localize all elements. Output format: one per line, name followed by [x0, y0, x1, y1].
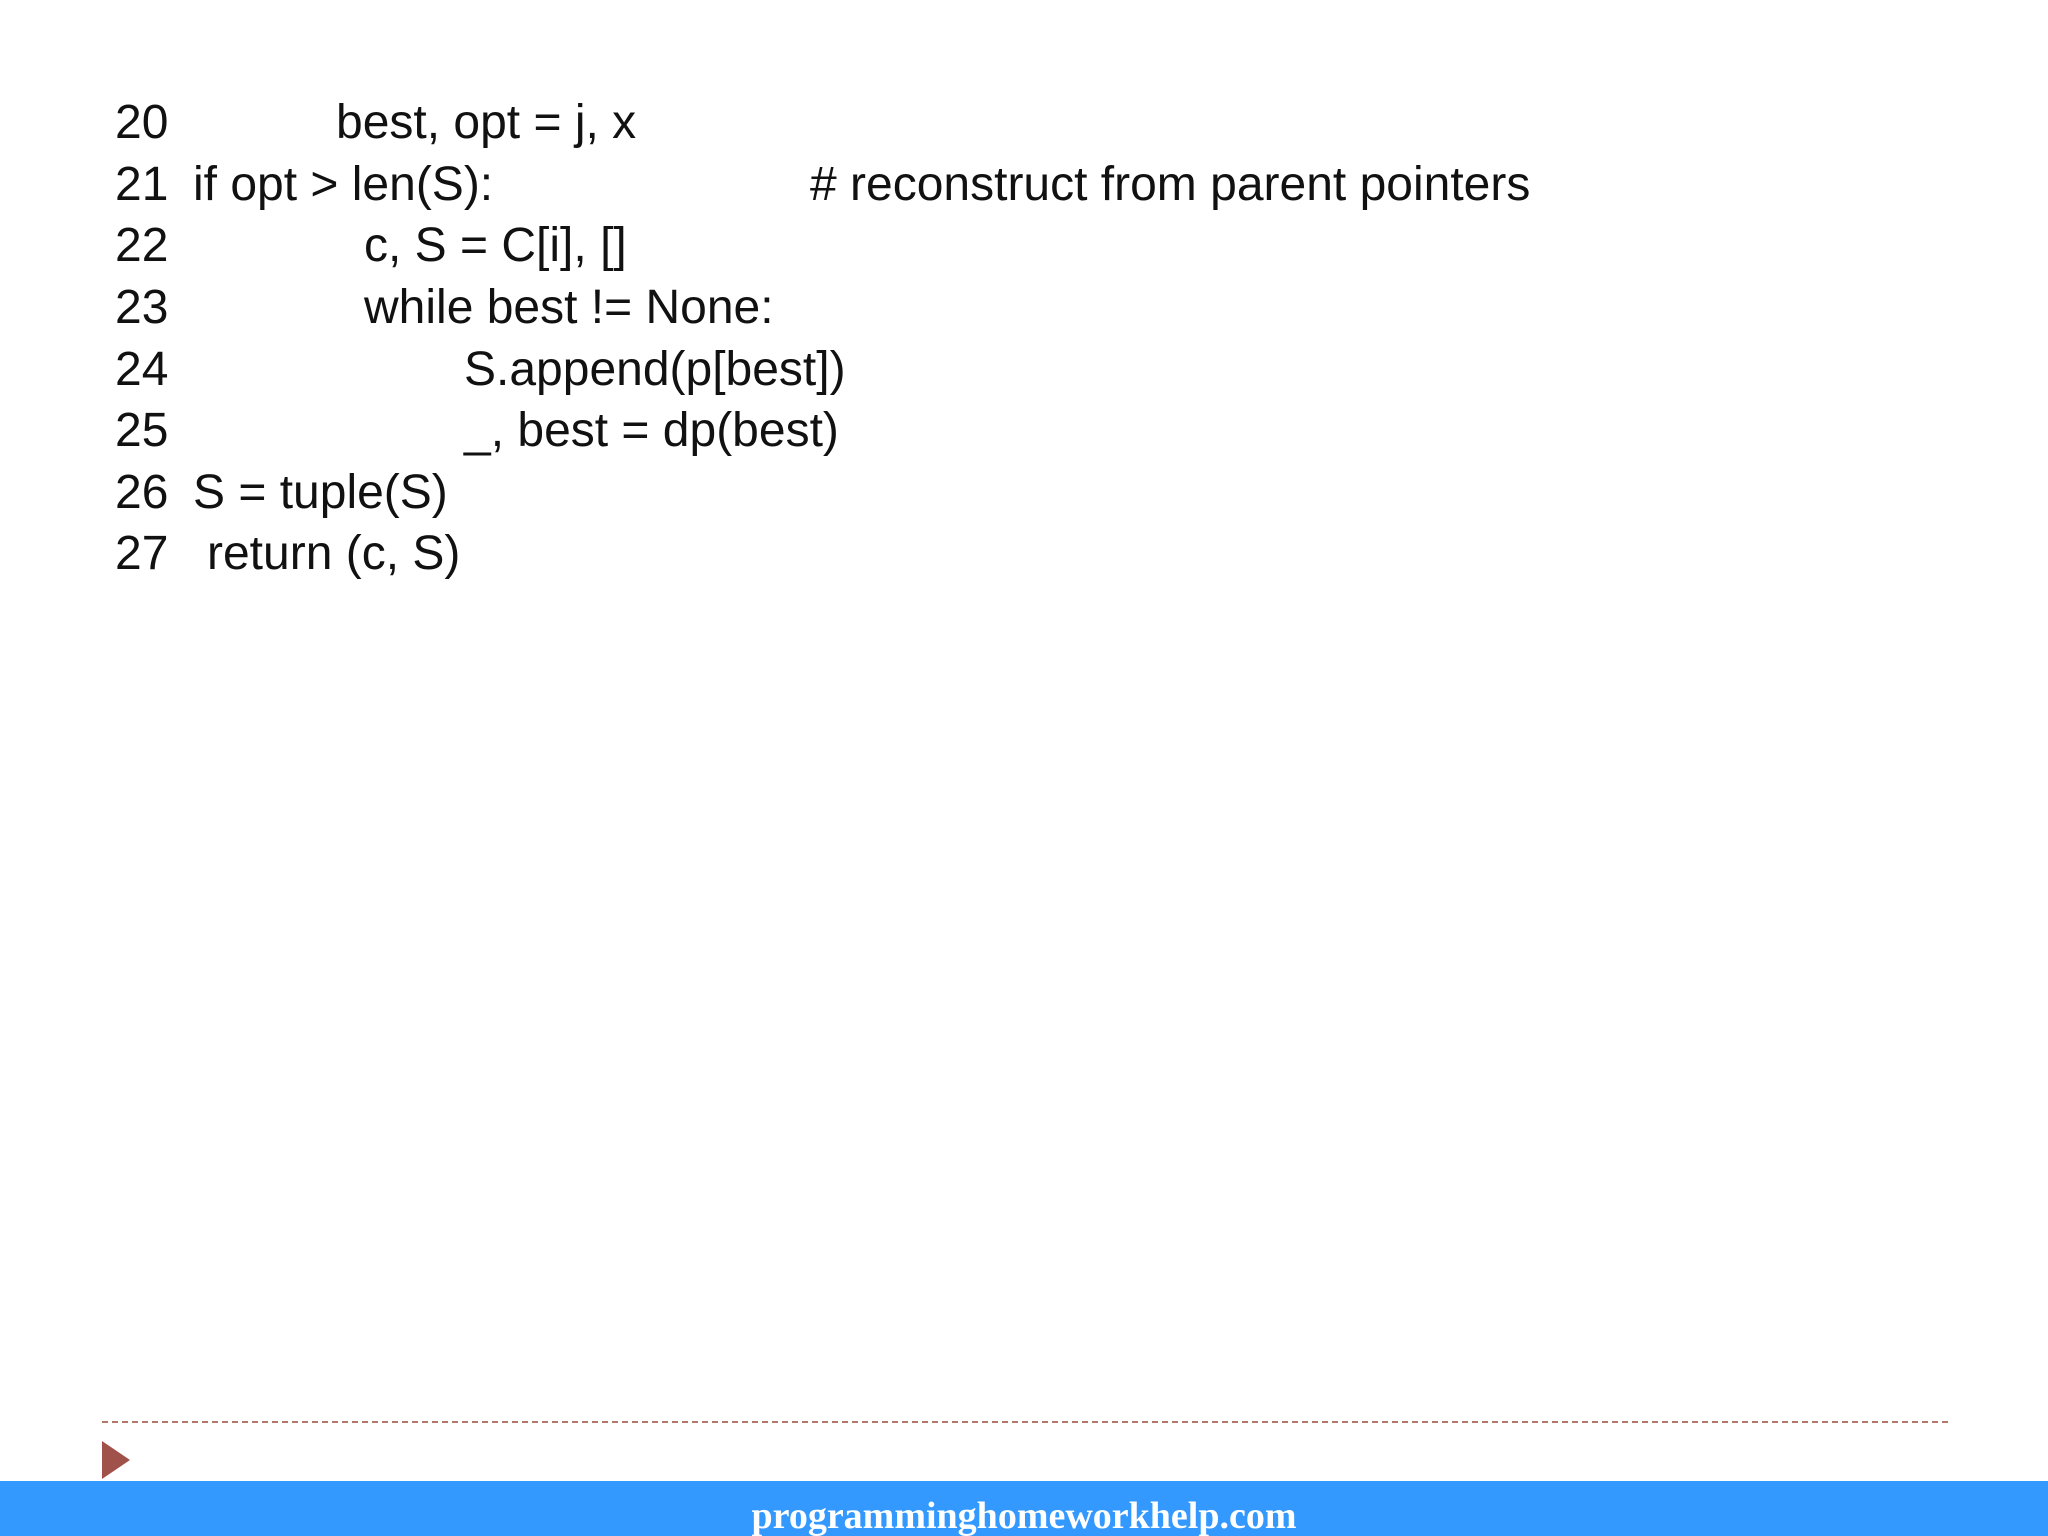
code-line-22 [0, 215, 627, 277]
triangle-bullet-icon [102, 1441, 130, 1479]
code-text: if opt > len(S): [193, 158, 494, 211]
line-number: 23 [115, 281, 169, 334]
code-text: best, opt = j, x [336, 96, 637, 149]
code-line-20 [0, 92, 637, 154]
code-comment: # reconstruct from parent pointers [810, 158, 1531, 211]
code-line-23 [0, 277, 774, 339]
line-number: 22 [115, 219, 169, 272]
code-text: _, best = dp(best) [464, 404, 839, 457]
code-line-26 [0, 462, 448, 524]
code-text: while best != None: [364, 281, 774, 334]
code-block [0, 0, 2048, 600]
code-line-21 [0, 154, 1531, 216]
line-number: 26 [115, 466, 169, 519]
code-line-24 [0, 339, 846, 401]
code-text: S = tuple(S) [193, 466, 448, 519]
line-number: 20 [115, 96, 169, 149]
footer-divider [102, 1421, 1948, 1423]
line-number: 24 [115, 343, 169, 396]
footer-bar [0, 1481, 2048, 1536]
line-number: 27 [115, 527, 169, 580]
code-line-25 [0, 400, 839, 462]
code-text: return (c, S) [207, 527, 461, 580]
code-line-27 [0, 523, 461, 585]
code-text: c, S = C[i], [] [364, 219, 627, 272]
footer-site-link[interactable]: programminghomeworkhelp.com [751, 1495, 1297, 1536]
line-number: 25 [115, 404, 169, 457]
code-text: S.append(p[best]) [464, 343, 846, 396]
line-number: 21 [115, 158, 169, 211]
